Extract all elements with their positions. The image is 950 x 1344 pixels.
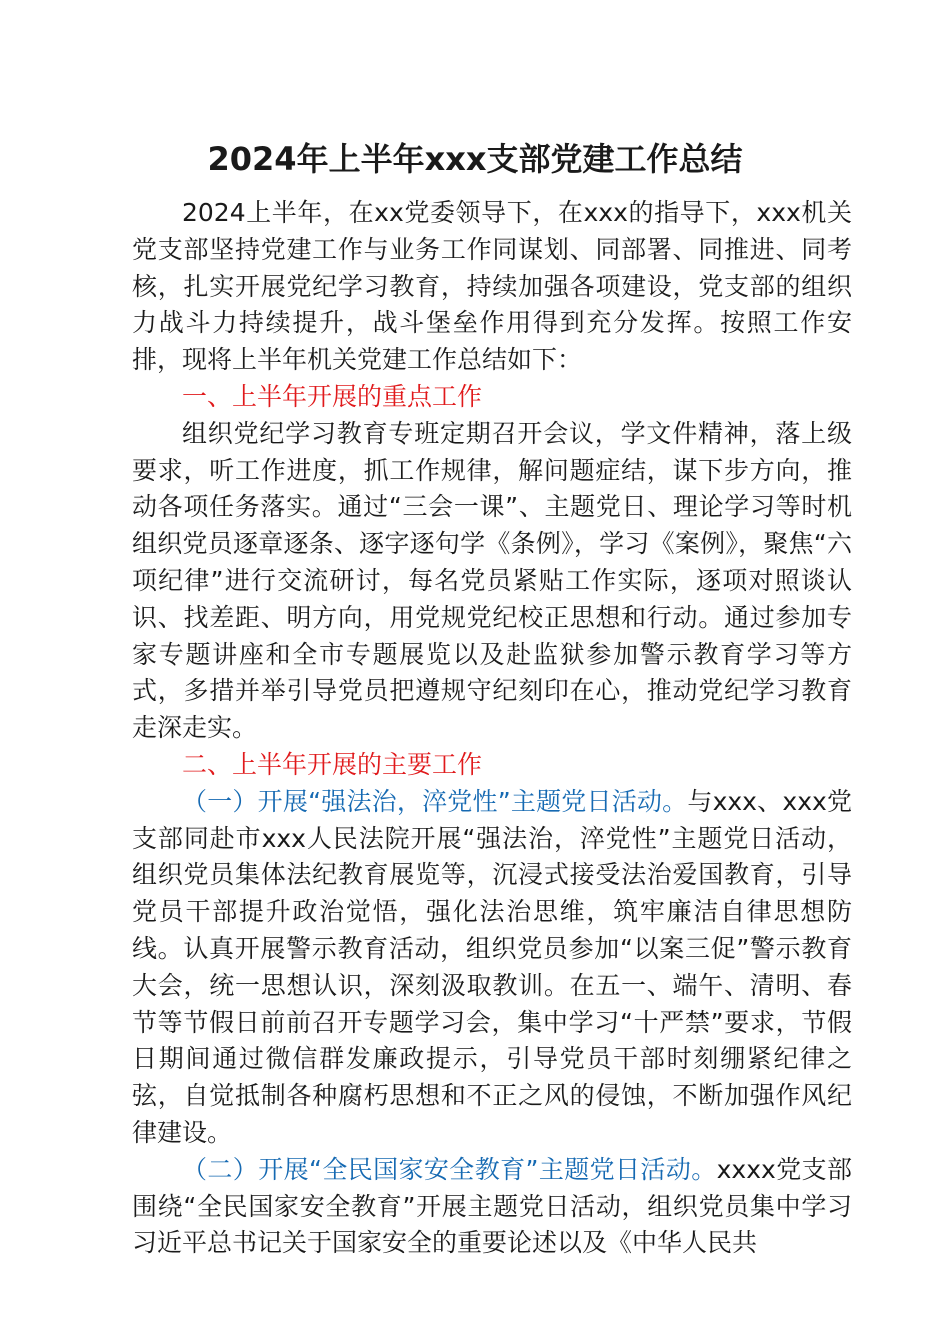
document-body: [132, 195, 852, 1262]
subsection-1-body: 与xxx、xxx党支部同赴市xxx人民法院开展“强法治，淬党性”主题党日活动，组织党员集体法纪教育展览等，沉浸式接受法治爱国教育，引导党员干部提升政治觉悟，强化法治思维，筑牢廉洁自律思想防线。认真开展警示教育活动，组织党员参加“以案三促”警示教育大会，统一思想认识，深刻汲取教训。在五一、端午、清明、春节等节假日前前召开专题学习会，集中学习“十严禁”要求，节假日期间通过微信群发廉政提示，引导党员干部时刻绷紧纪律之弦，自觉抵制各种腐朽思想和不正之风的侵蚀，不断加强作风纪律建设。: [132, 786, 852, 1147]
subsection-1-paragraph: [132, 784, 852, 1152]
subsection-heading-2: （二）开展“全民国家安全教育”主题党日活动。: [182, 1154, 717, 1184]
section-1-paragraph: 组织党纪学习教育专班定期召开会议，学文件精神，落上级要求，听工作进度，抓工作规律，解问题症结，谋下步方向，推动各项任务落实。通过“三会一课”、主题党日、理论学习等时机组织党员逐章逐条、逐字逐句学《条例》，学习《案例》，聚焦“六项纪律”进行交流研讨，每名党员紧贴工作实际，逐项对照谈认识、找差距、明方向，用党规党纪校正思想和行动。通过参加专家专题讲座和全市专题展览以及赴监狱参加警示教育学习等方式，多措并举引导党员把遵规守纪刻印在心，推动党纪学习教育走深走实。: [132, 418, 852, 743]
subsection-2-body: xxxx党支部围绕“全民国家安全教育”开展主题党日活动，组织党员集中学习习近平总书记关于国家安全的重要论述以及《中华人民共: [132, 1154, 852, 1258]
section-heading-1: 一、上半年开展的重点工作: [182, 381, 483, 411]
subsection-2-paragraph: [132, 1152, 852, 1262]
document-title: 2024年上半年xxx支部党建工作总结: [207, 140, 743, 178]
subsection-heading-1: （一）开展“强法治，淬党性”主题党日活动。: [182, 786, 688, 816]
section-heading-2: 二、上半年开展的主要工作: [182, 749, 483, 779]
intro-paragraph: 2024上半年，在xx党委领导下，在xxx的指导下，xxx机关党支部坚持党建工作与业务工作同谋划、同部署、同推进、同考核，扎实开展党纪学习教育，持续加强各项建设，党支部的组织力战斗力持续提升，战斗堡垒作用得到充分发挥。按照工作安排，现将上半年机关党建工作总结如下：: [132, 198, 852, 375]
